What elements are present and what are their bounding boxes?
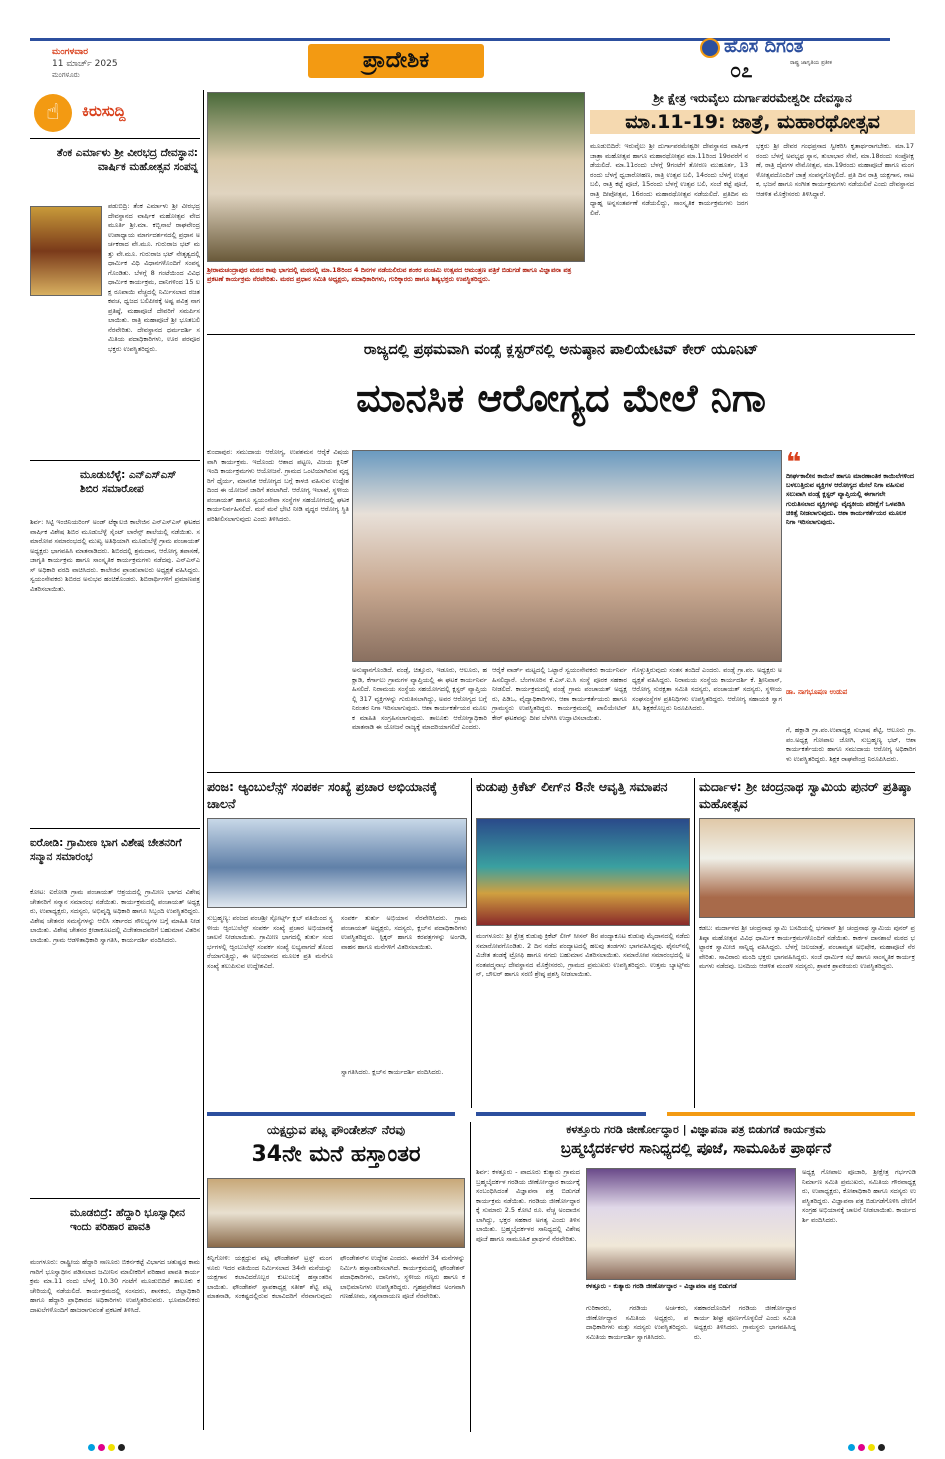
group-photo-temple bbox=[207, 92, 585, 262]
brief-1-title: ತೆಂಕ ಎರ್ಮಾಳು ಶ್ರೀ ವೀರಭದ್ರ ದೇವಸ್ಥಾನ: ವಾರ್ಷಿಕ ಮಹೋತ್ಸವ ಸಂಪನ್ನ bbox=[56, 147, 198, 173]
column-rule bbox=[471, 778, 472, 1108]
brand-tagline: ರಾಷ್ಟ್ರ ಜಾಗೃತಿಯ ಪ್ರತೀಕ bbox=[790, 60, 832, 66]
lead-body-4: ಗೆ, ಹಕ್ಲಾಡಿ ಗ್ರಾ.ಪಂ.ಉಪಾಧ್ಯಕ್ಷ ಸುಭಾಷ ಶೆಟ್ಟಿ, ಆಲೂರು ಗ್ರಾ.ಪಂ.ಅಧ್ಯಕ್ಷ ಗೋಪಾಲ ಜೋಗಿ, ಸುಬ್ರಹ್ಮಣ್ಯ ಭಟ್, ಆಶಾ ಕಾರ್ಯಕರ್ತೆಯರು ಹಾಗೂ ಸಮುದಾಯ ಆರೋಗ್ಯ ಅಧಿಕಾರಿಗಳು ಉಪಸ್ಥಿತರಿದ್ದರು. ಶಿಕ್ಷಕ ರಾಘವೇಂದ್ರ ನಿರೂಪಿಸಿದರು. bbox=[786, 726, 919, 763]
date-label: 11 ಮಾರ್ಚ್ 2025 bbox=[52, 59, 118, 69]
lead-photo-lamp-lighting bbox=[352, 450, 782, 662]
registration-marks-right bbox=[848, 1436, 888, 1455]
garadi-kicker: ಕಳತ್ತೂರು ಗರಡಿ ಜೀರ್ಣೋದ್ಧಾರ | ವಿಜ್ಞಾಪನಾ ಪತ್ರ ಬಿಡುಗಡೆ ಕಾರ್ಯಕ್ರಮ bbox=[566, 1123, 826, 1136]
temple-col-2: ಭಕ್ತರು ಶ್ರೀ ದೇವರ ಗಂಧಪ್ರಸಾದ ಸ್ವೀಕರಿಸಿ ಕೃತಾರ್ಥರಾಗಬೇಕು. ಮಾ.17ರಂದು ಬೆಳಗ್ಗೆ ಅವಭೃಥ ಸ್ನಾನ, ತುಲಾಭಾರ ಸೇವೆ, ಮಾ.18ರಂದು ಸಂಪ್ರೋಕ್ಷಣೆ, ರಾತ್ರಿ ದೈವಗಳ ನೇಮೋತ್ಸವ, ಮಾ.19ರಂದು ಮಹಾಪೂಜೆ ಹಾಗೂ ಮಂಗಳೋತ್ಸವದೊಂದಿಗೆ ಜಾತ್ರೆ ಸಂಪನ್ನಗೊಳ್ಳಲಿದೆ. ಪ್ರತಿ ದಿನ ರಾತ್ರಿ ಯಕ್ಷಗಾನ, ನಾಟಕ, ಭಜನೆ ಹಾಗೂ ಸಂಗೀತ ಕಾರ್ಯಕ್ರಮಗಳು ನಡೆಯಲಿವೆ ಎಂದು ದೇವಸ್ಥಾನದ ಆಡಳಿತ ಮೊಕ್ತೇಸರರು ತಿಳಿಸಿದ್ದಾರೆ. bbox=[756, 142, 917, 198]
divider bbox=[207, 772, 915, 773]
brief-1-body: ಪಡುಬಿದ್ರಿ: ತೆಂಕ ಎರ್ಮಾಳು ಶ್ರೀ ವೀರಭದ್ರ ದೇವಸ್ಥಾನದ ವಾರ್ಷಿಕ ಮಹೋತ್ಸವ ವೇದಮೂರ್ತಿ ಶ್ರೀ.ಮಾ. ಕಬ್ಬಿನಾಲೆ ರಾಘವೇಂದ್ರ ಉಪಾಧ್ಯಾಯ ಮಾರ್ಗದರ್ಶನದಲ್ಲಿ ಪ್ರಧಾನ ಅರ್ಚಕರಾದ ವೇ.ಮೂ. ಗುರುರಾಜ ಭಟ್ ಮತ್ತು ವೇ.ಮೂ. ಗುರುರಾಜ ಭಟ್ ನೇತೃತ್ವದಲ್ಲಿ ಧಾರ್ಮಿಕ ವಿಧಿ ವಿಧಾನಗಳೊಂದಿಗೆ ಸಂಪನ್ನಗೊಂಡಿತು. ಬೆಳಗ್ಗೆ 8 ಗಂಟೆಯಿಂದ ವಿವಿಧ ಧಾರ್ಮಿಕ ಕಾರ್ಯಕ್ರಮ, ದಾನಿಗಳಿಂದ 15 ಲಕ್ಷ ರೂಪಾಯಿ ವೆಚ್ಚದಲ್ಲಿ ನಿರ್ಮಿಸಲಾದ ರಜತ ಕವಚ, ಧ್ವಜದ ಬಲಿಪೀಠಕ್ಕೆ ಅಷ್ಟ ಪವಿತ್ರ ನಾಗ ಪ್ರತಿಷ್ಠೆ, ಮಹಾಪೂಜೆ ದೇವರಿಗೆ ಸಮರ್ಪಿಸಲಾಯಿತು. ರಾತ್ರಿ ಮಹಾಪೂಜೆ ಶ್ರೀ ಭೂತಬಲಿ ನೆರವೇರಿತು. ದೇವಸ್ಥಾನದ ಧರ್ಮದರ್ಶಿ ಸಮಿತಿಯ ಪದಾಧಿಕಾರಿಗಳು, ಊರ ಪರವೂರ ಭಕ್ತರು ಉಪಸ್ಥಿತರಿದ್ದರು. bbox=[108, 202, 203, 353]
mardal-body: ಕಡಬ: ಮರ್ದಾಳದ ಶ್ರೀ ಚಂದ್ರನಾಥ ಸ್ವಾಮಿ ಬಸದಿಯಲ್ಲಿ ಭಗವಾನ್ ಶ್ರೀ ಚಂದ್ರನಾಥ ಸ್ವಾಮಿಯ ಪುನರ್ ಪ್ರತಿಷ್ಠಾ ಮಹೋತ್ಸವ ವಿವಿಧ ಧಾರ್ಮಿಕ ಕಾರ್ಯಕ್ರಮಗಳೊಂದಿಗೆ ನಡೆಯಿತು. ಕಾರ್ಕಳ ದಾನಶಾಲೆ ಮಠದ ಭಟ್ಟಾರಕ ಸ್ವಾಮೀಜಿ ಸಾನ್ನಿಧ್ಯ ವಹಿಸಿದ್ದರು. ಬೆಳಗ್ಗೆ ಜಲಯಾತ್ರೆ, ಪಂಚಾಮೃತ ಅಭಿಷೇಕ, ಮಹಾಪೂಜೆ ನೆರವೇರಿತು. ಸಾವಿರಾರು ಮಂದಿ ಭಕ್ತರು ಭಾಗವಹಿಸಿದ್ದರು. ಸಂಜೆ ಧಾರ್ಮಿಕ ಸಭೆ ಹಾಗೂ ಸಾಂಸ್ಕೃತಿಕ ಕಾರ್ಯಕ್ರಮಗಳು ನಡೆದವು. ಬಸದಿಯ ಆಡಳಿತ ಮಂಡಳಿ ಸದಸ್ಯರು, ಶ್ರಾವಕ ಶ್ರಾವಕಿಯರು ಉಪಸ್ಥಿತರಿದ್ದರು. bbox=[699, 924, 915, 970]
brief-3-body: ಕೋಟ: ಐರೋಡಿ ಗ್ರಾಮ ಪಂಚಾಯತ್ ಆಶ್ರಯದಲ್ಲಿ ಗ್ರಾಮೀಣ ಭಾಗದ ವಿಶೇಷ ಚೇತನರಿಗೆ ಸನ್ಮಾನ ಸಮಾರಂಭ ನಡೆಯಿತು. ಕಾರ್ಯಕ್ರಮದಲ್ಲಿ ಪಂಚಾಯತ್ ಅಧ್ಯಕ್ಷರು, ಉಪಾಧ್ಯಕ್ಷರು, ಸದಸ್ಯರು, ಅಭಿವೃದ್ಧಿ ಅಧಿಕಾರಿ ಹಾಗೂ ಸಿಬ್ಬಂದಿ ಉಪಸ್ಥಿತರಿದ್ದರು. ವಿಶೇಷ ಚೇತನರ ಸಮಸ್ಯೆಗಳನ್ನು ಆಲಿಸಿ ಸರ್ಕಾರದ ಸೌಲಭ್ಯಗಳ ಬಗ್ಗೆ ಮಾಹಿತಿ ನೀಡಲಾಯಿತು. ವಿಶೇಷ ಚೇತನರ ಕ್ರೀಡಾಕೂಟದಲ್ಲಿ ವಿಜೇತರಾದವರಿಗೆ ಬಹುಮಾನ ವಿತರಿಸಲಾಯಿತು. ಗ್ರಾಮ ಆಡಳಿತಾಧಿಕಾರಿ ಸ್ವಾಗತಿಸಿ, ಕಾರ್ಯದರ್ಶಿ ವಂದಿಸಿದರು. bbox=[30, 888, 203, 944]
ambulance-title: ಪಂಜ: ಆ್ಯಂಬುಲೆನ್ಸ್ ಸಂಪರ್ಕ ಸಂಖ್ಯೆ ಪ್ರಚಾರ ಅಭಿಯಾನಕ್ಕೆ ಚಾಲನೆ bbox=[207, 779, 438, 811]
garadi-col-3: ಸಹಕಾರದೊಂದಿಗೆ ಗರಡಿಯ ಜೀರ್ಣೋದ್ಧಾರ ಕಾರ್ಯ ಶೀಘ್ರ ಪೂರ್ಣಗೊಳ್ಳಲಿದೆ ಎಂದು ಸಮಿತಿ ಅಧ್ಯಕ್ಷರು ತಿಳಿಸಿದರು. ಗ್ರಾಮಸ್ಥರು ಭಾಗವಹಿಸಿದ್ದರು. bbox=[694, 1304, 799, 1341]
garadi-photo bbox=[586, 1168, 796, 1280]
garadi-col-1: ಶಿರ್ವ: ಕಳತ್ತೂರು - ಪಾದೂರು ಕುತ್ಯಾರು ಗ್ರಾಮದ ಬ್ರಹ್ಮಬೈದರ್ಕಳ ಗರಡಿಯ ಜೀರ್ಣೋದ್ಧಾರ ಕಾರ್ಯಕ್ಕೆ ಸಂಬಂಧಿಸಿದಂತೆ ವಿಜ್ಞಾಪನಾ ಪತ್ರ ಬಿಡುಗಡೆ ಕಾರ್ಯಕ್ರಮ ನಡೆಯಿತು. ಗರಡಿಯ ಜೀರ್ಣೋದ್ಧಾರಕ್ಕೆ ಸುಮಾರು 2.5 ಕೋಟಿ ರೂ. ವೆಚ್ಚ ಅಂದಾಜಿಸಲಾಗಿದ್ದು, ಭಕ್ತರ ಸಹಕಾರ ಅಗತ್ಯ ಎಂದು ತಿಳಿಸಲಾಯಿತು. ಬ್ರಹ್ಮಬೈದರ್ಕಳರ ಸಾನಿಧ್ಯದಲ್ಲಿ ವಿಶೇಷ ಪೂಜೆ ಹಾಗೂ ಸಾಮೂಹಿಕ ಪ್ರಾರ್ಥನೆ ನೆರವೇರಿತು. bbox=[476, 1168, 583, 1243]
quote-text: ದೀರ್ಘಕಾಲೀನ ಕಾಯಿಲೆ ಹಾಗೂ ಮಾರಣಾಂತಿಕ ಕಾಯಿಲೆಗಳಿಂದ ಬಳಲುತ್ತಿರುವ ವ್ಯಕ್ತಿಗಳ ಆರೋಗ್ಯದ ಮೇಲೆ ನಿಗಾ ವಹಿಸುವ ಸಲುವಾಗಿ ವಂಡ್ಸೆ ಕ್ಲಸ್ಟರ್ ವ್ಯಾಪ್ತಿಯಲ್ಲಿ ಈಗಾಗಲೇ ಗುರುತಿಸಲಾದ ವ್ಯಕ್ತಿಗಳನ್ನು ವೈದ್ಯಕೀಯ ಪರೀಕ್ಷೆಗೆ ಒಳಪಡಿಸಿ ಚಿಕಿತ್ಸೆ ನೀಡಲಾಗುವುದು. ಆಶಾ ಕಾರ್ಯಕರ್ತೆಯರ ಮೂಲಕ ನಿಗಾ ಇರಿಸಲಾಗುವುದು. bbox=[786, 472, 915, 527]
brief-3-title: ಐರೋಡಿ: ಗ್ರಾಮೀಣ ಭಾಗ ವಿಶೇಷ ಚೇತನರಿಗೆ ಸನ್ಮಾನ ಸಮಾರಂಭ bbox=[30, 837, 182, 863]
section-title: ಪ್ರಾದೇಶಿಕ bbox=[308, 44, 484, 78]
ambulance-photo bbox=[207, 818, 467, 908]
story-ambulance bbox=[207, 778, 470, 1108]
brief-2-body: ಶಿರ್ವ: ಸಿಟ್ಟಿ ಇಂಜಿನಿಯರಿಂಗ್ ಅಂಡ್ ಟೆಕ್ನಾಲಜಿ ಕಾಲೇಜಿನ ಎನ್‌ಎಸ್‌ಎಸ್ ಘಟಕದ ವಾರ್ಷಿಕ ವಿಶೇಷ ಶಿಬಿರ ಮೂಡುಬೆಳ್ಳೆ ಸೈಂಟ್ ಲಾರೆನ್ಸ್ ಶಾಲೆಯಲ್ಲಿ ನಡೆಯಿತು. ಸಮಾರೋಪ ಸಮಾರಂಭದಲ್ಲಿ ಮುಖ್ಯ ಅತಿಥಿಯಾಗಿ ಮೂಡುಬೆಳ್ಳೆ ಗ್ರಾಮ ಪಂಚಾಯತ್ ಅಧ್ಯಕ್ಷರು ಭಾಗವಹಿಸಿ ಮಾತನಾಡಿದರು. ಶಿಬಿರದಲ್ಲಿ ಶ್ರಮದಾನ, ಆರೋಗ್ಯ ತಪಾಸಣೆ, ಜಾಗೃತಿ ಕಾರ್ಯಕ್ರಮ ಹಾಗೂ ಸಾಂಸ್ಕೃತಿಕ ಕಾರ್ಯಕ್ರಮಗಳು ನಡೆದವು. ಎನ್‌ಎಸ್‌ಎಸ್ ಅಧಿಕಾರಿ ವರದಿ ವಾಚಿಸಿದರು. ಕಾಲೇಜಿನ ಪ್ರಾಂಶುಪಾಲರು ಅಧ್ಯಕ್ಷತೆ ವಹಿಸಿದ್ದರು. ಸ್ವಯಂಸೇವಕರು ಶಿಬಿರದ ಅನುಭವ ಹಂಚಿಕೊಂಡರು. ಶಿಬಿರಾರ್ಥಿಗಳಿಗೆ ಪ್ರಮಾಣಪತ್ರ ವಿತರಿಸಲಾಯಿತು. bbox=[30, 518, 203, 593]
divider bbox=[30, 828, 200, 829]
ambulance-sub: ಸ್ವಾಗತಿಸಿದರು. ಕ್ಲಬ್‌ನ ಕಾರ್ಯದರ್ಶಿ ವಂದಿಸಿದರು. bbox=[341, 1068, 444, 1076]
quote-author: ಡಾ. ನಾಗಭೂಷಣ ಉಡುಪ bbox=[786, 688, 848, 696]
kirusuddi-label: ಕಿರುಸುದ್ದಿ bbox=[82, 102, 126, 120]
garadi-col-4: ಅಧ್ಯಕ್ಷ ಗೋಪಾಲ ಪೂಜಾರಿ, ಶ್ರೀಕ್ಷೇತ್ರ ಗರ್ಭಗುಡಿ ನಿರ್ಮಾಣ ಸಮಿತಿ ಪ್ರಮುಖರು, ಸಮಿತಿಯ ಗೌರವಾಧ್ಯಕ್ಷರು, ಉಪಾಧ್ಯಕ್ಷರು, ಕೋಶಾಧಿಕಾರಿ ಹಾಗೂ ಸದಸ್ಯರು ಉಪಸ್ಥಿತರಿದ್ದರು. ವಿಜ್ಞಾಪನಾ ಪತ್ರ ಬಿಡುಗಡೆಗೊಳಿಸಿ ದೇಣಿಗೆ ಸಂಗ್ರಹ ಅಭಿಯಾನಕ್ಕೆ ಚಾಲನೆ ನೀಡಲಾಯಿತು. ಕಾರ್ಯದರ್ಶಿ ವಂದಿಸಿದರು. bbox=[802, 1168, 919, 1224]
cricket-title: ಕುಡುಪು ಕ್ರಿಕೆಟ್ ಲೀಗ್‌ನ 8ನೇ ಆವೃತ್ತಿ ಸಮಾಪನ bbox=[476, 779, 668, 794]
registration-marks-left bbox=[88, 1436, 128, 1455]
lead-kicker: ರಾಜ್ಯದಲ್ಲಿ ಪ್ರಥಮವಾಗಿ ವಂಡ್ಸೆ ಕ್ಲಸ್ಟರ್‌ನಲ್ಲಿ ಅನುಷ್ಠಾನ ಪಾಲಿಯೇಟಿವ್ ಕೇರ್ ಯೂನಿಟ್ bbox=[363, 342, 759, 358]
divider bbox=[207, 334, 915, 335]
divider bbox=[30, 460, 200, 461]
house-headline: 34ನೇ ಮನೆ ಹಸ್ತಾಂತರ bbox=[251, 1142, 421, 1167]
ambulance-col-2: ಸಂಪರ್ಕ ತುರ್ತು ಅಭಿಯಾನ ನೆರವೇರಿಸಿದರು. ಗ್ರಾಮ ಪಂಚಾಯತ್ ಅಧ್ಯಕ್ಷರು, ಸದಸ್ಯರು, ಕ್ಲಬ್‌ನ ಪದಾಧಿಕಾರಿಗಳು ಉಪಸ್ಥಿತರಿದ್ದರು. ಸ್ಟಿಕ್ಕರ್ ಹಾಗೂ ಕರಪತ್ರಗಳನ್ನು ಅಂಗಡಿ, ವಾಹನ ಹಾಗೂ ಮನೆಗಳಿಗೆ ವಿತರಿಸಲಾಯಿತು. bbox=[341, 914, 470, 951]
house-body: ಕಿನ್ನಿಗೋಳಿ: ಯಕ್ಷಧ್ರುವ ಪಟ್ಲ ಫೌಂಡೇಶನ್ ಟ್ರಸ್ಟ್ ಮಂಗಳೂರು ಇದರ ವತಿಯಿಂದ ನಿರ್ಮಿಸಲಾದ 34ನೇ ಮನೆಯನ್ನು ಯಕ್ಷಗಾನ ಕಲಾವಿದರೊಬ್ಬರ ಕುಟುಂಬಕ್ಕೆ ಹಸ್ತಾಂತರಿಸಲಾಯಿತು. ಫೌಂಡೇಶನ್ ಸ್ಥಾಪಕಾಧ್ಯಕ್ಷ ಸತೀಶ್ ಶೆಟ್ಟಿ ಪಟ್ಲ ಮಾತನಾಡಿ, ಸಂಕಷ್ಟದಲ್ಲಿರುವ ಕಲಾವಿದರಿಗೆ ನೆರವಾಗುವುದು ಫೌಂಡೇಶನ್‌ನ ಉದ್ದೇಶ ಎಂದರು. ಈವರೆಗೆ 34 ಮನೆಗಳನ್ನು ನಿರ್ಮಿಸಿ ಹಸ್ತಾಂತರಿಸಲಾಗಿದೆ. ಕಾರ್ಯಕ್ರಮದಲ್ಲಿ ಫೌಂಡೇಶನ್ ಪದಾಧಿಕಾರಿಗಳು, ದಾನಿಗಳು, ಸ್ಥಳೀಯ ಗಣ್ಯರು ಹಾಗೂ ಕಲಾಭಿಮಾನಿಗಳು ಉಪಸ್ಥಿತರಿದ್ದರು. ಗೃಹಪ್ರವೇಶದ ಅಂಗವಾಗಿ ಗಣಹೋಮ, ಸತ್ಯನಾರಾಯಣ ಪೂಜೆ ನೆರವೇರಿತು. bbox=[207, 1254, 468, 1300]
temple-col-1: ಮೂಡುಬಿದಿರೆ: ಇರುವೈಲು ಶ್ರೀ ದುರ್ಗಾಪರಮೇಶ್ವರೀ ದೇವಸ್ಥಾನದ ವಾರ್ಷಿಕ ಜಾತ್ರಾ ಮಹೋತ್ಸವ ಹಾಗೂ ಮಹಾರಥೋತ್ಸವ ಮಾ.11ರಿಂದ 19ರವರೆಗೆ ನಡೆಯಲಿದೆ. ಮಾ.11ರಂದು ಬೆಳಗ್ಗೆ 9ಗಂಟೆಗೆ ತೋರಣ ಮುಹೂರ್ತ, 13ರಂದು ಬೆಳಗ್ಗೆ ಧ್ವಜಾರೋಹಣ, ರಾತ್ರಿ ಉತ್ಸವ ಬಲಿ, 14ರಂದು ಬೆಳಗ್ಗೆ ಉತ್ಸವ ಬಲಿ, ರಾತ್ರಿ ಕಟ್ಟೆ ಪೂಜೆ, 15ರಂದು ಬೆಳಗ್ಗೆ ಉತ್ಸವ ಬಲಿ, ಸಂಜೆ ಕಟ್ಟೆ ಪೂಜೆ, ರಾತ್ರಿ ದೀಪೋತ್ಸವ, 16ರಂದು ಮಹಾರಥೋತ್ಸವ ನಡೆಯಲಿದೆ. ಪ್ರತಿದಿನ ಮಧ್ಯಾಹ್ನ ಅನ್ನಸಂತರ್ಪಣೆ ನಡೆಯಲಿದ್ದು, ಸಾಂಸ್ಕೃತಿಕ ಕಾರ್ಯಕ್ರಮಗಳು ಜರಗಲಿವೆ. bbox=[590, 142, 751, 217]
brand-name: ಹೊಸ ದಿಗಂತ bbox=[724, 36, 804, 57]
house-kicker: ಯಕ್ಷಧ್ರುವ ಪಟ್ಲ ಫೌಂಡೇಶನ್ ನೆರವು bbox=[266, 1123, 406, 1137]
day-label: ಮಂಗಳವಾರ bbox=[52, 47, 89, 57]
lead-body-2: ಆರೈಕೆ ವಾರ್ಡ್ ಮಟ್ಟದಲ್ಲಿ ಒಟ್ಟಾರೆ ಸ್ವಯಂಸೇವಕರು ಕಾರ್ಯನಿರ್ವಹಿಸಲಿದ್ದಾರೆ. ಬೆಂಗಳೂರಿನ ಕೆ.ಎಸ್.ಐ.ಸಿ ಸಂಸ್ಥೆ ಪೂರಕ ಸಹಕಾರ ನೀಡಲಿದೆ. ಕಾರ್ಯಕ್ರಮದಲ್ಲಿ ವಂಡ್ಸೆ ಗ್ರಾಮ ಪಂಚಾಯತ್ ಅಧ್ಯಕ್ಷರು, ಪಿಡಿಒ, ವೈದ್ಯಾಧಿಕಾರಿಗಳು, ಆಶಾ ಕಾರ್ಯಕರ್ತೆಯರು ಹಾಗೂ ಗ್ರಾಮಸ್ಥರು ಉಪಸ್ಥಿತರಿದ್ದರು. ಕಾರ್ಯಕ್ರಮದಲ್ಲಿ ಪಾಲಿಯೇಟಿವ್ ಕೇರ್ ಘಟಕವನ್ನು ದೀಪ ಬೆಳಗಿಸಿ ಉದ್ಘಾಟಿಸಲಾಯಿತು. bbox=[492, 666, 630, 722]
hand-icon: ☝ bbox=[34, 94, 72, 132]
masthead bbox=[0, 0, 945, 86]
mardal-photo bbox=[699, 818, 915, 918]
column-rule bbox=[203, 90, 204, 1430]
story-garadi bbox=[476, 1122, 919, 1432]
color-bar bbox=[207, 1112, 915, 1116]
column-rule bbox=[694, 778, 695, 1108]
city-label: ಮಂಗಳೂರು bbox=[52, 71, 80, 79]
garadi-headline: ಬ್ರಹ್ಮಬೈದರ್ಕಳರ ಸಾನಿಧ್ಯದಲ್ಲಿ ಪೂಜೆ, ಸಾಮೂಹಿಕ ಪ್ರಾರ್ಥನೆ bbox=[560, 1141, 832, 1157]
page-number: ೦೭ bbox=[730, 58, 753, 82]
top-photo-caption: ಶ್ರೀರಾಮಚಂದ್ರಾಪುರ ಮಠದ ಕಾಪು ಭಾಗದಲ್ಲಿ ಮಠದಲ್ಲಿ ಮಾ.18ರಿಂದ 4 ದಿನಗಳ ನಡೆಯಲಿರುವ ಶಂಕರ ಪಂಚಮಿ ಉತ್ಸವದ ಆಮಂತ್ರಣ ಪತ್ರಿಕೆ ಬಿಡುಗಡೆ ಹಾಗೂ ವಿಜ್ಞಾಪನಾ ಪತ್ರ ಪ್ರಕಟಣೆ ಕಾರ್ಯಕ್ರಮ ನೆರವೇರಿತು. ಮಠದ ಪ್ರಧಾನ ಸಮಿತಿ ಅಧ್ಯಕ್ಷರು, ಪದಾಧಿಕಾರಿಗಳು, ಗುರಿಕ್ಕಾರರು ಹಾಗೂ ಶಿಷ್ಯಭಕ್ತರು ಉಪಸ್ಥಿತರಿದ್ದರು. bbox=[207, 266, 572, 283]
brief-4-body: ಮಂಗಳೂರು: ರಾಷ್ಟ್ರೀಯ ಹೆದ್ದಾರಿ ಸಾಣೂರು ಬಿಕರ್ನಕಟ್ಟೆ ವಿಭಾಗದ ಚತುಷ್ಪಥ ಕಾಮಗಾರಿಗೆ ಭೂಸ್ವಾಧೀನ ಪಡಿಸಲಾದ ಜಮೀನಿನ ಮಾಲೀಕರಿಗೆ ಪರಿಹಾರ ಪಾವತಿ ಕಾರ್ಯಕ್ರಮ ಮಾ.11 ರಂದು ಬೆಳಗ್ಗೆ 10.30 ಗಂಟೆಗೆ ಮೂಡುಬಿದಿರೆ ತಾಲೂಕು ಕಚೇರಿಯಲ್ಲಿ ನಡೆಯಲಿದೆ. ಕಾರ್ಯಕ್ರಮದಲ್ಲಿ ಸಂಸದರು, ಶಾಸಕರು, ಜಿಲ್ಲಾಧಿಕಾರಿ ಹಾಗೂ ಹೆದ್ದಾರಿ ಪ್ರಾಧಿಕಾರದ ಅಧಿಕಾರಿಗಳು ಉಪಸ್ಥಿತರಿರುವರು. ಭೂಮಾಲೀಕರು ದಾಖಲೆಗಳೊಂದಿಗೆ ಹಾಜರಾಗುವಂತೆ ಪ್ರಕಟಣೆ ತಿಳಿಸಿದೆ. bbox=[30, 1258, 203, 1314]
brief-4-title: ಮೂಡಬಿದ್ರೆ: ಹೆದ್ದಾರಿ ಭೂಸ್ವಾಧೀನ ಇಂದು ಪರಿಹಾರ ಪಾವತಿ bbox=[70, 1207, 185, 1233]
lead-left-col: ಕುಂದಾಪುರ: ಸಮುದಾಯ ಆರೋಗ್ಯ, ಉಪಶಮನ ಆರೈಕೆ ವಿಷಯವಾಗಿ ಕಾರ್ಯಕ್ರಮ. ಇದೊಂದು ಆಶಾದ ಪಟ್ಟಣ, ವಿಜಯ ಕ್ಲಿನಿಕ್ ಇಂದಿ ಕಾರ್ಯಕ್ರಮಗಳು ಆಯೋಜನೆ. ಗ್ರಾಮದ ಒಂಟಿಯಾಗಿರುವ ವೃದ್ಧರಿಗೆ ಧೈರ್ಯ, ಮಾನಸಿಕ ಆರೋಗ್ಯದ ಬಗ್ಗೆ ಕಾಳಜಿ ವಹಿಸುವ ಉದ್ದೇಶದಿಂದ ಈ ಯೋಜನೆ ಜಾರಿಗೆ ತರಲಾಗಿದೆ. ಆರೋಗ್ಯ ಇಲಾಖೆ, ಸ್ಥಳೀಯ ಪಂಚಾಯತ್ ಹಾಗೂ ಸ್ವಯಂಸೇವಾ ಸಂಸ್ಥೆಗಳ ಸಹಯೋಗದಲ್ಲಿ ಘಟಕ ಕಾರ್ಯನಿರ್ವಹಿಸಲಿದೆ. ಮನೆ ಮನೆ ಭೇಟಿ ನೀಡಿ ವೃದ್ಧರ ಆರೋಗ್ಯ ಸ್ಥಿತಿ ಪರಿಶೀಲಿಸಲಾಗುವುದು ಎಂದು ತಿಳಿಸಿದರು. bbox=[207, 448, 352, 523]
brief-2-title: ಮೂಡುಬೆಳ್ಳೆ: ಎನ್‌ಎಸ್‌ಎಸ್ ಶಿಬಿರ ಸಮಾರೋಪ bbox=[80, 469, 177, 495]
story-mardal bbox=[699, 778, 915, 1108]
story-house bbox=[207, 1122, 468, 1432]
house-photo bbox=[207, 1178, 465, 1248]
lead-body-3: ಗೊಳ್ಳುತ್ತಿರುವುದು ಸಂತಸ ತಂದಿದೆ ಎಂದರು. ವಂಡ್ಸೆ ಗ್ರಾ.ಪಂ. ಅಧ್ಯಕ್ಷರು ಅಧ್ಯಕ್ಷತೆ ವಹಿಸಿದ್ದರು. ನಿರಾಮಯ ಸಂಸ್ಥೆಯ ಕಾರ್ಯದರ್ಶಿ ಕೆ. ಶ್ರೀನಿವಾಸ್, ಆರೋಗ್ಯ ಸುರಕ್ಷತಾ ಸಮಿತಿ ಸದಸ್ಯರು, ಪಂಚಾಯತ್ ಸದಸ್ಯರು, ಸ್ಥಳೀಯ ಸಂಘಸಂಸ್ಥೆಗಳ ಪ್ರತಿನಿಧಿಗಳು ಉಪಸ್ಥಿತರಿದ್ದರು. ಆರೋಗ್ಯ ಸಹಾಯಕಿ ಸ್ವಾಗತಿಸಿ, ಶಿಕ್ಷಕರೊಬ್ಬರು ನಿರೂಪಿಸಿದರು. bbox=[632, 666, 785, 712]
garadi-caption: ಕಳತ್ತೂರು - ಕುತ್ಯಾರು ಗರಡಿ ಜೀರ್ಣೋದ್ಧಾರ - ವಿಜ್ಞಾಪನಾ ಪತ್ರ ಬಿಡುಗಡೆ bbox=[586, 1282, 737, 1290]
temple-kicker: ಶ್ರೀ ಕ್ಷೇತ್ರ ಇರುವೈಲು ದುರ್ಗಾಪರಮೇಶ್ವರೀ ದೇವಸ್ಥಾನ bbox=[653, 91, 852, 105]
divider bbox=[30, 1198, 200, 1199]
pull-quote bbox=[786, 450, 916, 720]
column-rule bbox=[470, 1122, 471, 1432]
temple-story bbox=[590, 90, 915, 330]
lead-headline: ಮಾನಸಿಕ ಆರೋಗ್ಯದ ಮೇಲೆ ನಿಗಾ bbox=[356, 376, 766, 420]
brand-icon bbox=[700, 38, 720, 58]
cricket-body: ಮಂಗಳೂರು: ಶ್ರೀ ಕ್ಷೇತ್ರ ಕುಡುಪು ಕ್ರಿಕೆಟ್ ಲೀಗ್ ಸೀಸನ್ 8ರ ಪಂದ್ಯಾಕೂಟ ಕುಡುಪು ಮೈದಾನದಲ್ಲಿ ನಡೆದು ಸಮಾರೋಪಗೊಂಡಿತು. 2 ದಿನ ನಡೆದ ಪಂದ್ಯಾಟದಲ್ಲಿ ಹಲವು ತಂಡಗಳು ಭಾಗವಹಿಸಿದ್ದವು. ಫೈನಲ್‌ನಲ್ಲಿ ವಿಜೇತ ತಂಡಕ್ಕೆ ಟ್ರೋಫಿ ಹಾಗೂ ನಗದು ಬಹುಮಾನ ವಿತರಿಸಲಾಯಿತು. ಸಮಾರೋಪ ಸಮಾರಂಭದಲ್ಲಿ ಅನಂತಪದ್ಮನಾಭ ದೇವಸ್ಥಾನದ ಮೊಕ್ತೇಸರರು, ಗ್ರಾಮದ ಪ್ರಮುಖರು ಉಪಸ್ಥಿತರಿದ್ದರು. ಉತ್ತಮ ಬ್ಯಾಟ್ಸ್‌ಮನ್, ಬೌಲರ್ ಹಾಗೂ ಸರಣಿ ಶ್ರೇಷ್ಠ ಪ್ರಶಸ್ತಿ ನೀಡಲಾಯಿತು. bbox=[476, 932, 693, 978]
divider bbox=[30, 138, 200, 139]
kirusuddi-header bbox=[30, 90, 200, 136]
mardal-title: ಮರ್ದಾಳ: ಶ್ರೀ ಚಂದ್ರನಾಥ ಸ್ವಾಮಿಯ ಪುನರ್ ಪ್ರತಿಷ್ಠಾ ಮಹೋತ್ಸವ bbox=[699, 779, 912, 811]
lead-body-1: ಅನುಷ್ಠಾನಗೊಂಡಿದೆ. ವಂಡ್ಸೆ, ಚಿತ್ತೂರು, ಇಡೂರು, ಆಲೂರು, ಹಕ್ಲಾಡಿ, ಕೆರ್ಗಾಲು ಗ್ರಾಮಗಳ ವ್ಯಾಪ್ತಿಯಲ್ಲಿ ಈ ಘಟಕ ಕಾರ್ಯನಿರ್ವಹಿಸಲಿದೆ. ನಿರಾಮಯ ಸಂಸ್ಥೆಯ ಸಹಯೋಗದಲ್ಲಿ ಕ್ಲಸ್ಟರ್ ವ್ಯಾಪ್ತಿಯಲ್ಲಿ 317 ವ್ಯಕ್ತಿಗಳನ್ನು ಗುರುತಿಸಲಾಗಿದ್ದು, ಅವರ ಆರೋಗ್ಯದ ಬಗ್ಗೆ ನಿರಂತರ ನಿಗಾ ಇರಿಸಲಾಗುವುದು. ಆಶಾ ಕಾರ್ಯಕರ್ತೆಯರ ಮೂಲಕ ಮಾಹಿತಿ ಸಂಗ್ರಹಿಸಲಾಗುವುದು. ತಾಲೂಕು ಆರೋಗ್ಯಾಧಿಕಾರಿ ಮಾತನಾಡಿ ಈ ಯೋಜನೆ ರಾಜ್ಯಕ್ಕೆ ಮಾದರಿಯಾಗಲಿದೆ ಎಂದರು. bbox=[352, 666, 490, 731]
ambulance-col-1: ಸುಬ್ರಹ್ಮಣ್ಯ: ಪಂಜದ ಪಂಚಶ್ರೀ ಸ್ಪೋರ್ಟ್ಸ್ ಕ್ಲಬ್ ವತಿಯಿಂದ ಸ್ಥಳೀಯ ಆ್ಯಂಬುಲೆನ್ಸ್ ಸಂಪರ್ಕ ಸಂಖ್ಯೆ ಪ್ರಚಾರ ಅಭಿಯಾನಕ್ಕೆ ಚಾಲನೆ ನೀಡಲಾಯಿತು. ಗ್ರಾಮೀಣ ಭಾಗದಲ್ಲಿ ತುರ್ತು ಸಂದರ್ಭಗಳಲ್ಲಿ ಆ್ಯಂಬುಲೆನ್ಸ್ ಸಂಪರ್ಕ ಸಂಖ್ಯೆ ಲಭ್ಯವಾಗದೆ ತೊಂದರೆಯಾಗುತ್ತಿದ್ದು, ಈ ಅಭಿಯಾನದ ಮೂಲಕ ಪ್ರತಿ ಮನೆಗೂ ಸಂಖ್ಯೆ ತಲುಪಿಸುವ ಉದ್ದೇಶವಿದೆ. bbox=[207, 914, 336, 970]
kirusuddi-column bbox=[30, 90, 203, 1430]
garadi-col-2: ಗುರಿಕಾರರು, ಗರಡಿಯ ಅರ್ಚಕರು, ಜೀರ್ಣೋದ್ಧಾರ ಸಮಿತಿಯ ಅಧ್ಯಕ್ಷರು, ಪದಾಧಿಕಾರಿಗಳು ಮತ್ತು ಸದಸ್ಯರು ಉಪಸ್ಥಿತರಿದ್ದರು. ಸಮಿತಿಯ ಕಾರ್ಯದರ್ಶಿ ಸ್ವಾಗತಿಸಿದರು. bbox=[586, 1304, 691, 1341]
story-cricket bbox=[476, 778, 693, 1108]
quote-mark-icon: ❝ bbox=[786, 448, 802, 478]
temple-title: ಮಾ.11-19: ಜಾತ್ರೆ, ಮಹಾರಥೋತ್ಸವ bbox=[590, 110, 915, 134]
cricket-photo bbox=[476, 818, 690, 926]
